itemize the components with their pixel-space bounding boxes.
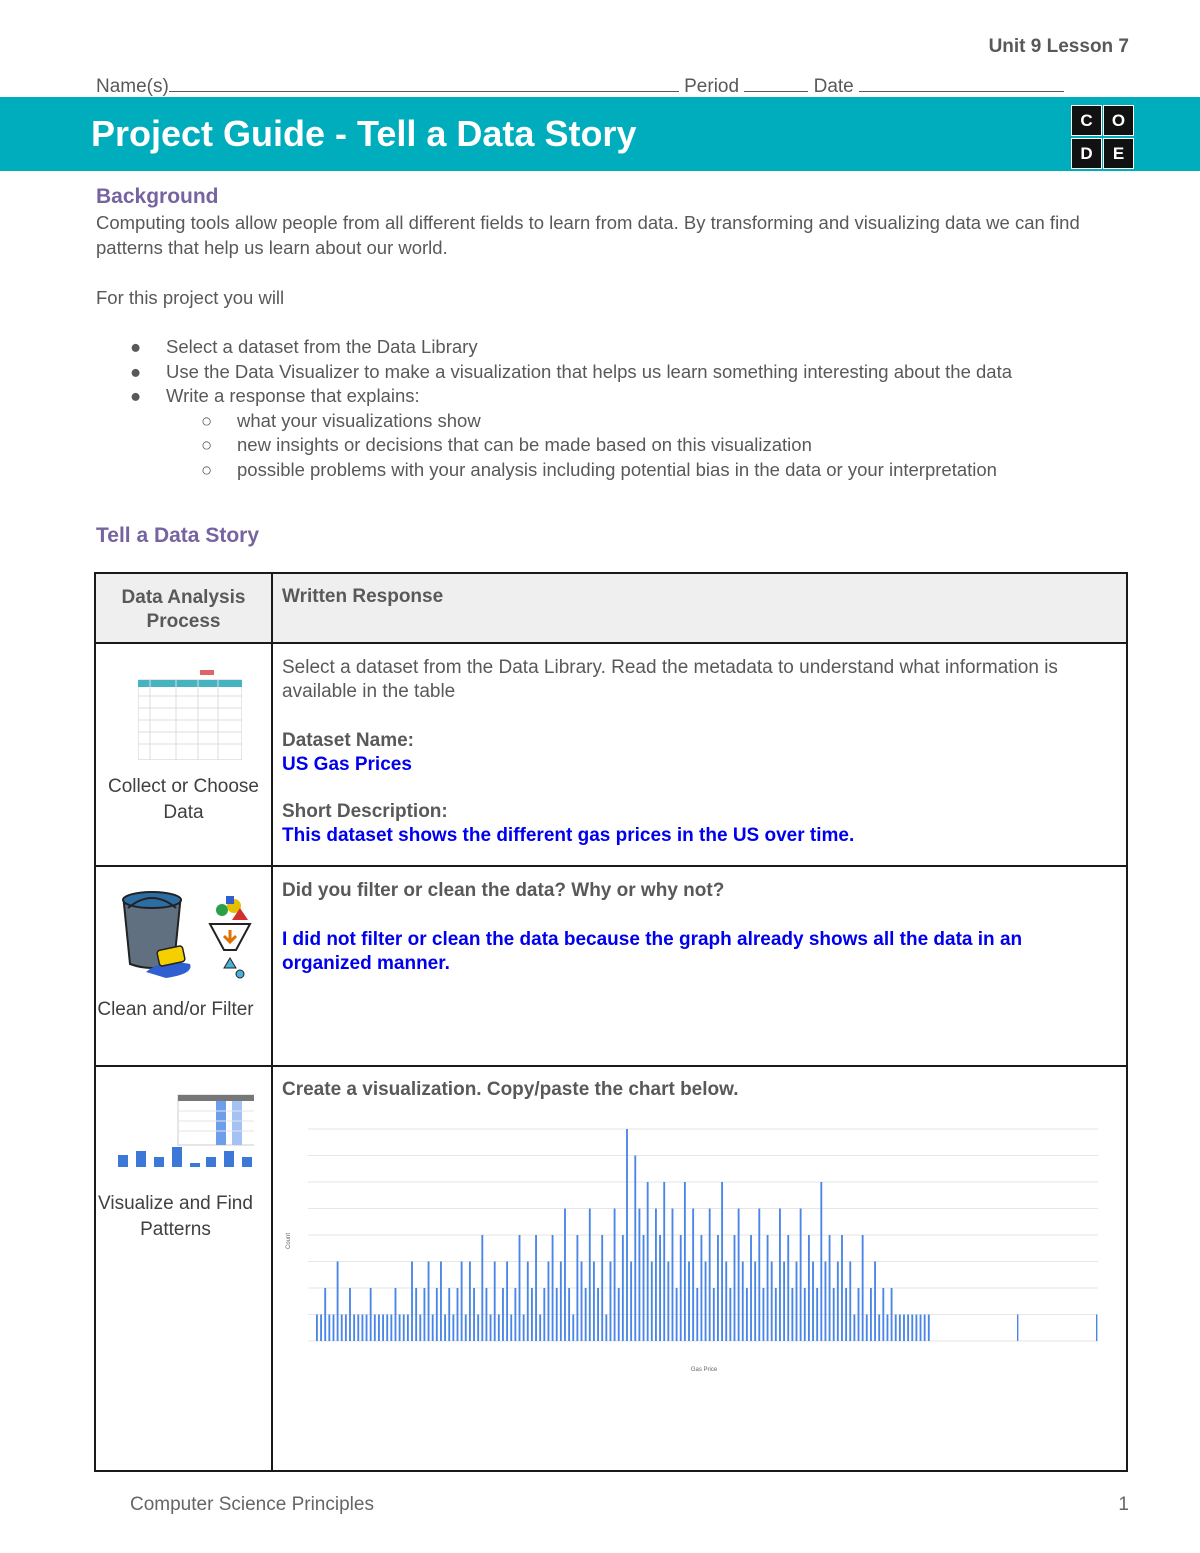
chart-bar bbox=[531, 1288, 533, 1341]
chart-bar bbox=[469, 1262, 471, 1342]
chart-bar bbox=[552, 1235, 554, 1341]
col-header-process: Data Analysis Process bbox=[121, 587, 246, 632]
chart-bar bbox=[812, 1262, 814, 1342]
chart-bar bbox=[461, 1262, 463, 1342]
name-label: Name(s) bbox=[96, 76, 169, 97]
chart-bar bbox=[386, 1315, 388, 1342]
collect-prompt: Select a dataset from the Data Library. Read the metadata to understand what information is available in the table bbox=[282, 657, 1058, 702]
chart-bar bbox=[729, 1288, 731, 1341]
chart-bar bbox=[895, 1315, 897, 1342]
list-item: ○ new insights or decisions that can be made based on this visualization bbox=[201, 434, 812, 456]
unit-lesson: Unit 9 Lesson 7 bbox=[988, 36, 1129, 57]
chart-bar bbox=[316, 1315, 318, 1342]
chart-bar bbox=[915, 1315, 917, 1342]
date-label: Date bbox=[813, 76, 854, 97]
bucket-filter-icon bbox=[118, 886, 258, 986]
chart-bar bbox=[787, 1235, 789, 1341]
chart-bar bbox=[436, 1288, 438, 1341]
chart-bar bbox=[713, 1288, 715, 1341]
chart-bar bbox=[390, 1315, 392, 1342]
chart-bar bbox=[721, 1182, 723, 1341]
chart-bar bbox=[452, 1315, 454, 1342]
chart-bar bbox=[663, 1182, 665, 1341]
dataset-name-label: Dataset Name: bbox=[282, 730, 414, 751]
chart-bar bbox=[597, 1288, 599, 1341]
chart-bar bbox=[440, 1262, 442, 1342]
chart-bar bbox=[581, 1262, 583, 1342]
chart-bar bbox=[419, 1315, 421, 1342]
chart-bar bbox=[556, 1288, 558, 1341]
chart-bar bbox=[341, 1315, 343, 1342]
chart-bar bbox=[1096, 1315, 1097, 1342]
chart-bar bbox=[878, 1315, 880, 1342]
chart-bar bbox=[849, 1262, 851, 1342]
chart-bar bbox=[366, 1315, 368, 1342]
chart-bar bbox=[672, 1209, 674, 1342]
process-label-collect: Collect or Choose Data bbox=[107, 776, 260, 823]
chart-bar bbox=[576, 1235, 578, 1341]
chart-bar bbox=[659, 1235, 661, 1341]
list-item: ● Use the Data Visualizer to make a visualization that helps us learn something interesting about the data bbox=[130, 360, 1013, 382]
chart-bar bbox=[510, 1315, 512, 1342]
short-description-label: Short Description: bbox=[282, 801, 448, 822]
chart-bar bbox=[448, 1288, 450, 1341]
page-number: 1 bbox=[1118, 1494, 1129, 1515]
chart-bar bbox=[361, 1315, 363, 1342]
list-item: ○ what your visualizations show bbox=[201, 409, 481, 431]
gas-price-chart bbox=[282, 1119, 1112, 1379]
chart-bar bbox=[796, 1262, 798, 1342]
chart-bar bbox=[655, 1209, 657, 1342]
chart-bar bbox=[775, 1288, 777, 1341]
chart-bar bbox=[337, 1262, 339, 1342]
chart-bar bbox=[771, 1262, 773, 1342]
name-period-date-line bbox=[96, 73, 1064, 98]
chart-bar bbox=[415, 1288, 417, 1341]
process-label-clean: Clean and/or Filter bbox=[97, 999, 254, 1020]
chart-bar bbox=[378, 1315, 380, 1342]
chart-bar bbox=[423, 1288, 425, 1341]
chart-bar bbox=[882, 1288, 884, 1341]
project-intro: For this project you will bbox=[96, 287, 285, 308]
chart-bar bbox=[816, 1288, 818, 1341]
chart-bar bbox=[374, 1315, 376, 1342]
chart-bar bbox=[324, 1288, 326, 1341]
chart-bar bbox=[829, 1235, 831, 1341]
chart-bar bbox=[841, 1235, 843, 1341]
chart-bar bbox=[866, 1315, 868, 1342]
chart-bar bbox=[700, 1235, 702, 1341]
chart-bar bbox=[589, 1209, 591, 1342]
chart-bar bbox=[651, 1262, 653, 1342]
chart-bar bbox=[494, 1262, 496, 1342]
chart-bar bbox=[610, 1262, 612, 1342]
chart-bar bbox=[353, 1315, 355, 1342]
chart-bar bbox=[638, 1209, 640, 1342]
chart-bar bbox=[399, 1315, 401, 1342]
logo-letter: E bbox=[1103, 138, 1134, 169]
chart-bar bbox=[548, 1262, 550, 1342]
chart-bar bbox=[742, 1262, 744, 1342]
list-item: ○ possible problems with your analysis including potential bias in the data or your interpretation bbox=[201, 458, 997, 480]
list-item: ● Write a response that explains: ○ what your visualizations show ○ new insights or decisions that can be made based on this visualization ○ possible problems with your analysis including potential bias in the data or your interpretation bbox=[130, 384, 1012, 482]
chart-bar bbox=[837, 1262, 839, 1342]
chart-bar bbox=[527, 1262, 529, 1342]
chart-bar bbox=[395, 1288, 397, 1341]
visualize-chart-icon bbox=[116, 1093, 254, 1173]
chart-bar bbox=[709, 1209, 711, 1342]
story-table bbox=[94, 572, 1128, 1472]
chart-bar bbox=[862, 1235, 864, 1341]
chart-bar bbox=[614, 1209, 616, 1342]
short-description-value[interactable]: This dataset shows the different gas prices in the US over time. bbox=[282, 825, 855, 846]
chart-bar bbox=[634, 1156, 636, 1342]
chart-bar bbox=[891, 1288, 893, 1341]
chart-bar bbox=[601, 1235, 603, 1341]
background-heading: Background bbox=[96, 185, 219, 208]
chart-bar bbox=[845, 1288, 847, 1341]
visualize-prompt: Create a visualization. Copy/paste the chart below. bbox=[282, 1079, 739, 1100]
dataset-name-value[interactable]: US Gas Prices bbox=[282, 754, 412, 775]
chart-bar bbox=[911, 1315, 913, 1342]
chart-bar bbox=[622, 1235, 624, 1341]
footer-course: Computer Science Principles bbox=[130, 1494, 374, 1515]
chart-bar bbox=[605, 1315, 607, 1342]
chart-bar bbox=[820, 1182, 822, 1341]
chart-bar bbox=[920, 1315, 922, 1342]
chart-bar bbox=[667, 1262, 669, 1342]
chart-bar bbox=[407, 1315, 409, 1342]
date-blank[interactable] bbox=[859, 73, 1064, 92]
chart-bar bbox=[887, 1315, 889, 1342]
title-banner bbox=[0, 97, 1200, 171]
chart-bar bbox=[705, 1262, 707, 1342]
chart-bar bbox=[684, 1182, 686, 1341]
chart-bar bbox=[767, 1235, 769, 1341]
chart-bar bbox=[907, 1315, 909, 1342]
chart-bar bbox=[899, 1315, 901, 1342]
chart-bar bbox=[481, 1235, 483, 1341]
chart-bar bbox=[502, 1288, 504, 1341]
chart-bar bbox=[444, 1315, 446, 1342]
chart-bar bbox=[647, 1182, 649, 1341]
chart-bar bbox=[779, 1209, 781, 1342]
page-title: Project Guide - Tell a Data Story bbox=[91, 113, 637, 154]
chart-bar bbox=[833, 1288, 835, 1341]
chart-bar bbox=[523, 1315, 525, 1342]
chart-bar bbox=[630, 1262, 632, 1342]
chart-bar bbox=[692, 1209, 694, 1342]
chart-bar bbox=[928, 1315, 930, 1342]
chart-bar bbox=[519, 1235, 521, 1341]
chart-bar bbox=[473, 1288, 475, 1341]
chart-bar bbox=[688, 1262, 690, 1342]
chart-bar bbox=[725, 1262, 727, 1342]
name-blank[interactable] bbox=[169, 73, 679, 92]
chart-bar bbox=[498, 1315, 500, 1342]
chart-bar bbox=[585, 1288, 587, 1341]
chart-bar bbox=[345, 1315, 347, 1342]
chart-bar bbox=[717, 1235, 719, 1341]
col-header-response: Written Response bbox=[282, 586, 444, 607]
chart-bar bbox=[403, 1315, 405, 1342]
chart-bar bbox=[874, 1262, 876, 1342]
chart-bar bbox=[754, 1262, 756, 1342]
chart-bar bbox=[543, 1288, 545, 1341]
chart-bar bbox=[568, 1288, 570, 1341]
logo-letter: C bbox=[1071, 105, 1102, 136]
period-label: Period bbox=[684, 76, 740, 97]
chart-bar bbox=[618, 1288, 620, 1341]
chart-bar bbox=[763, 1288, 765, 1341]
chart-x-label: Gas Price bbox=[690, 1367, 718, 1373]
chart-bar bbox=[858, 1288, 860, 1341]
chart-bar bbox=[457, 1288, 459, 1341]
table-thumbnail-icon bbox=[138, 668, 242, 760]
chart-bar bbox=[738, 1209, 740, 1342]
chart-bar bbox=[477, 1315, 479, 1342]
chart-bar bbox=[328, 1315, 330, 1342]
chart-bar bbox=[853, 1315, 855, 1342]
chart-bar bbox=[490, 1315, 492, 1342]
chart-bar bbox=[746, 1288, 748, 1341]
chart-bar bbox=[676, 1288, 678, 1341]
chart-bar bbox=[382, 1315, 384, 1342]
chart-bar bbox=[432, 1315, 434, 1342]
chart-bar bbox=[870, 1288, 872, 1341]
chart-bar bbox=[626, 1129, 628, 1341]
chart-bar bbox=[804, 1288, 806, 1341]
chart-bar bbox=[791, 1288, 793, 1341]
chart-bar bbox=[825, 1262, 827, 1342]
chart-bar bbox=[333, 1315, 335, 1342]
chart-bar bbox=[783, 1262, 785, 1342]
chart-bar bbox=[924, 1315, 926, 1342]
chart-y-label: Count bbox=[286, 1232, 292, 1250]
chart-bar bbox=[506, 1262, 508, 1342]
chart-bar bbox=[564, 1209, 566, 1342]
clean-prompt: Did you filter or clean the data? Why or why not? bbox=[282, 880, 725, 901]
chart-bar bbox=[535, 1235, 537, 1341]
chart-bar bbox=[734, 1235, 736, 1341]
chart-bar bbox=[750, 1235, 752, 1341]
chart-bar bbox=[320, 1315, 322, 1342]
logo-letter: O bbox=[1103, 105, 1134, 136]
chart-bar bbox=[903, 1315, 905, 1342]
chart-bar bbox=[539, 1315, 541, 1342]
chart-bar bbox=[465, 1315, 467, 1342]
chart-bar bbox=[514, 1288, 516, 1341]
period-blank[interactable] bbox=[744, 73, 808, 92]
code-logo bbox=[1070, 102, 1136, 168]
chart-bar bbox=[808, 1235, 810, 1341]
chart-bar bbox=[357, 1315, 359, 1342]
chart-bar bbox=[370, 1288, 372, 1341]
logo-letter: D bbox=[1071, 138, 1102, 169]
chart-bar bbox=[411, 1262, 413, 1342]
clean-answer[interactable]: I did not filter or clean the data because the graph already shows all the data in an organized manner. bbox=[282, 929, 1023, 974]
story-heading: Tell a Data Story bbox=[96, 524, 259, 547]
list-item: ● Select a dataset from the Data Library bbox=[130, 336, 478, 357]
project-bullets bbox=[130, 335, 1012, 483]
chart-bar bbox=[758, 1209, 760, 1342]
process-label-visualize: Visualize and Find Patterns bbox=[98, 1193, 253, 1240]
chart-bar bbox=[800, 1209, 802, 1342]
chart-bar bbox=[643, 1235, 645, 1341]
chart-bar bbox=[1017, 1315, 1018, 1342]
chart-bar bbox=[486, 1288, 488, 1341]
chart-bar bbox=[593, 1262, 595, 1342]
chart-bar bbox=[560, 1262, 562, 1342]
chart-bar bbox=[572, 1315, 574, 1342]
chart-bar bbox=[428, 1262, 430, 1342]
background-paragraph: Computing tools allow people from all different fields to learn from data. By transforming and visualizing data we can find patterns that help us learn about our world. bbox=[96, 212, 1080, 258]
chart-bar bbox=[696, 1288, 698, 1341]
chart-bar bbox=[349, 1288, 351, 1341]
chart-bar bbox=[680, 1235, 682, 1341]
sub-bullets bbox=[166, 409, 1012, 483]
